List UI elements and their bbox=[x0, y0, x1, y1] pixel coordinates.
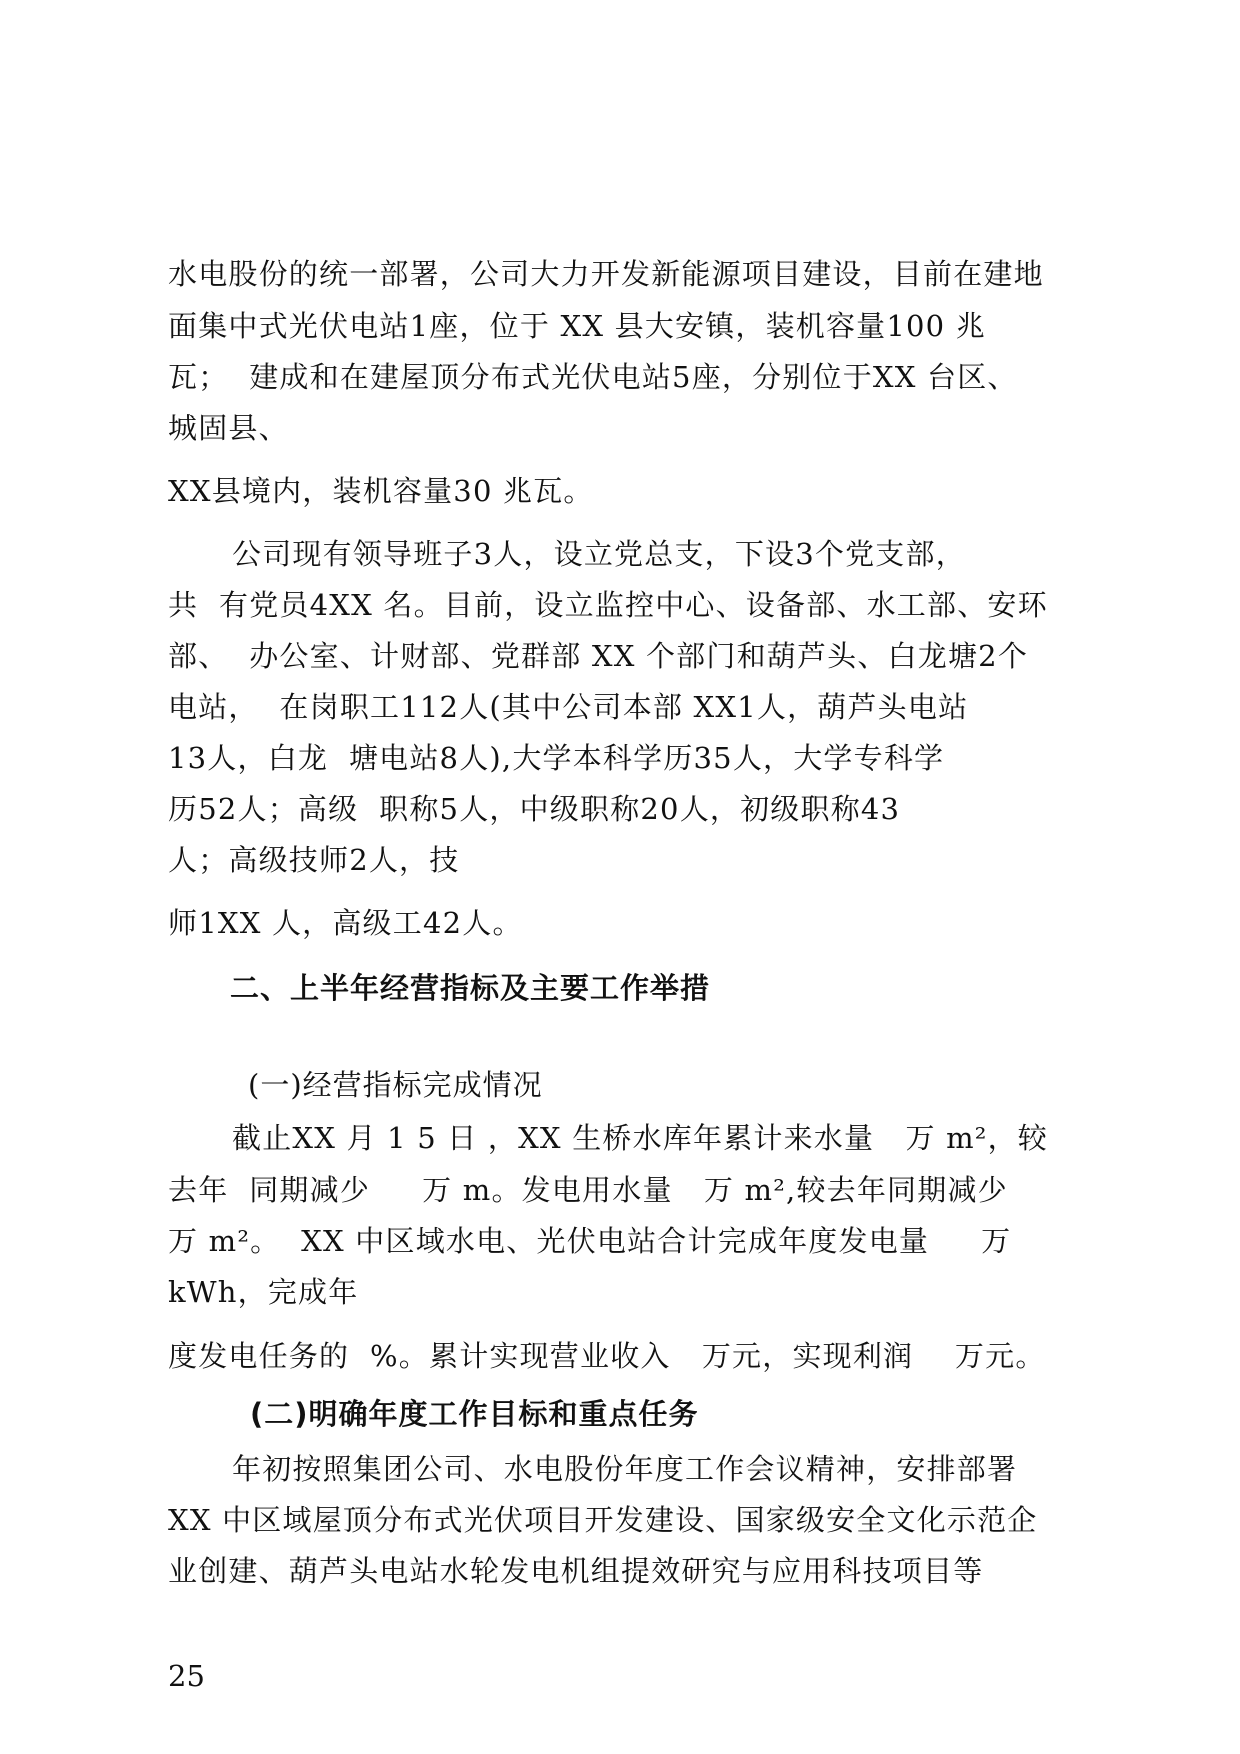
paragraph-line: 人；高级技师2人，技 bbox=[168, 843, 460, 877]
section-heading: 二、上半年经营指标及主要工作举措 bbox=[230, 971, 711, 1005]
subsection-heading: (二)明确年度工作目标和重点任务 bbox=[250, 1397, 699, 1431]
paragraph-line: 电站， 在岗职工112人(其中公司本部 XX1人，葫芦头电站 bbox=[168, 690, 969, 724]
paragraph-line: 13人，白龙 塘电站8人),大学本科学历35人，大学专科学 bbox=[168, 741, 945, 775]
paragraph-line: 去年 同期减少 万 m。发电用水量 万 m²,较去年同期减少 bbox=[168, 1173, 1008, 1207]
paragraph-line: 万 m²。 XX 中区域水电、光伏电站合计完成年度发电量 万 bbox=[168, 1224, 1012, 1258]
paragraph-line: XX 中区域屋顶分布式光伏项目开发建设、国家级安全文化示范企 bbox=[168, 1503, 1038, 1537]
paragraph-line: 公司现有领导班子3人，设立党总支，下设3个党支部， bbox=[232, 537, 966, 571]
paragraph-line: 师1XX 人，高级工42人。 bbox=[168, 906, 523, 940]
paragraph-line: 部、 办公室、计财部、党群部 XX 个部门和葫芦头、白龙塘2个 bbox=[168, 639, 1029, 673]
subsection-heading: (一)经营指标完成情况 bbox=[248, 1068, 543, 1102]
paragraph-line: 度发电任务的 %。累计实现营业收入 万元，实现利润 万元。 bbox=[168, 1339, 1046, 1373]
paragraph-line: 瓦； 建成和在建屋顶分布式光伏电站5座，分别位于XX 台区、 bbox=[168, 360, 1018, 394]
paragraph-line: 截止XX 月 1 5 日 ，XX 生桥水库年累计来水量 万 m²，较 bbox=[232, 1121, 1048, 1155]
paragraph-line: 年初按照集团公司、水电股份年度工作会议精神，安排部署 bbox=[232, 1452, 1018, 1486]
page-number: 25 bbox=[168, 1659, 205, 1693]
paragraph-line: XX县境内，装机容量30 兆瓦。 bbox=[168, 474, 594, 508]
paragraph-line: 历52人；高级 职称5人，中级职称20人，初级职称43 bbox=[168, 792, 901, 826]
paragraph-line: 共 有党员4XX 名。目前，设立监控中心、设备部、水工部、安环 bbox=[168, 588, 1048, 622]
paragraph-line: 面集中式光伏电站1座，位于 XX 县大安镇，装机容量100 兆 bbox=[168, 309, 986, 343]
paragraph-line: 业创建、葫芦头电站水轮发电机组提效研究与应用科技项目等 bbox=[168, 1554, 984, 1588]
paragraph-line: 城固县、 bbox=[168, 411, 289, 445]
paragraph-line: kWh，完成年 bbox=[168, 1275, 359, 1309]
paragraph-line: 水电股份的统一部署，公司大力开发新能源项目建设，目前在建地 bbox=[168, 257, 1044, 291]
